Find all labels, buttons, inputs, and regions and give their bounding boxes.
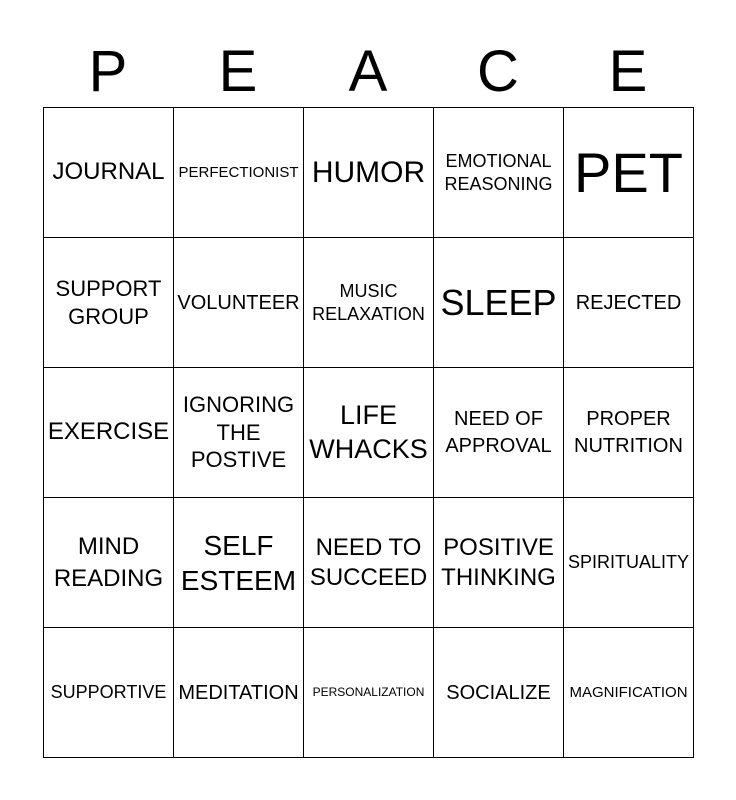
cell-label: SELF ESTEEM (180, 529, 297, 596)
cell-label: HUMOR (311, 156, 426, 189)
bingo-cell[interactable] (434, 368, 564, 498)
cell-label: EMOTIONAL REASONING (444, 151, 553, 194)
bingo-cell[interactable] (174, 108, 304, 238)
bingo-cell[interactable] (434, 238, 564, 368)
cell-label: REJECTED (575, 291, 682, 314)
cell-label: VOLUNTEER (177, 291, 300, 314)
bingo-cell[interactable] (174, 498, 304, 628)
bingo-cell[interactable] (564, 498, 694, 628)
cell-label: SUPPORT GROUP (55, 276, 162, 329)
cell-label: NEED TO SUCCEED (309, 533, 428, 591)
cell-label: EXERCISE (47, 418, 170, 446)
bingo-cell[interactable] (434, 498, 564, 628)
cell-label: PET (574, 140, 683, 204)
bingo-cell[interactable] (174, 628, 304, 758)
cell-label: SUPPORTIVE (50, 682, 167, 703)
header-letter-a: A (348, 39, 388, 104)
bingo-cell[interactable] (304, 368, 434, 498)
bingo-cell[interactable] (304, 108, 434, 238)
header-letter-p: P (88, 39, 128, 104)
header-letter-e-2: E (608, 39, 648, 104)
cell-label: PERFECTIONIST (178, 163, 299, 181)
bingo-cell[interactable] (44, 628, 174, 758)
bingo-cell[interactable] (564, 108, 694, 238)
bingo-cell[interactable] (44, 368, 174, 498)
bingo-cell[interactable] (304, 238, 434, 368)
cell-label: PERSONALIZATION (312, 684, 425, 699)
bingo-header (43, 38, 693, 106)
bingo-cell[interactable] (434, 108, 564, 238)
cell-label: SOCIALIZE (446, 681, 551, 704)
header-letter-c: C (477, 39, 519, 104)
bingo-cell[interactable] (304, 628, 434, 758)
cell-label: POSITIVE THINKING (441, 533, 556, 591)
bingo-cell[interactable] (304, 498, 434, 628)
cell-label: MEDITATION (178, 681, 299, 704)
cell-label: SPIRITUALITY (567, 552, 690, 573)
bingo-cell[interactable] (434, 628, 564, 758)
cell-label: PROPER NUTRITION (574, 407, 683, 457)
bingo-card-grid (43, 107, 694, 758)
bingo-cell[interactable] (44, 108, 174, 238)
bingo-cell[interactable] (564, 628, 694, 758)
cell-label: SLEEP (440, 281, 557, 323)
bingo-cell[interactable] (44, 238, 174, 368)
cell-label: MAGNIFICATION (569, 683, 688, 701)
bingo-cell[interactable] (174, 238, 304, 368)
bingo-cell[interactable] (564, 238, 694, 368)
cell-label: MIND READING (53, 533, 164, 592)
cell-label: IGNORING THE POSTIVE (182, 392, 295, 473)
cell-label: LIFE WHACKS (309, 399, 428, 464)
cell-label: JOURNAL (52, 158, 165, 186)
bingo-cell[interactable] (174, 368, 304, 498)
cell-label: NEED OF APPROVAL (445, 407, 552, 457)
header-letter-e: E (218, 39, 258, 104)
bingo-cell[interactable] (564, 368, 694, 498)
bingo-cell[interactable] (44, 498, 174, 628)
cell-label: MUSIC RELAXATION (312, 281, 425, 324)
